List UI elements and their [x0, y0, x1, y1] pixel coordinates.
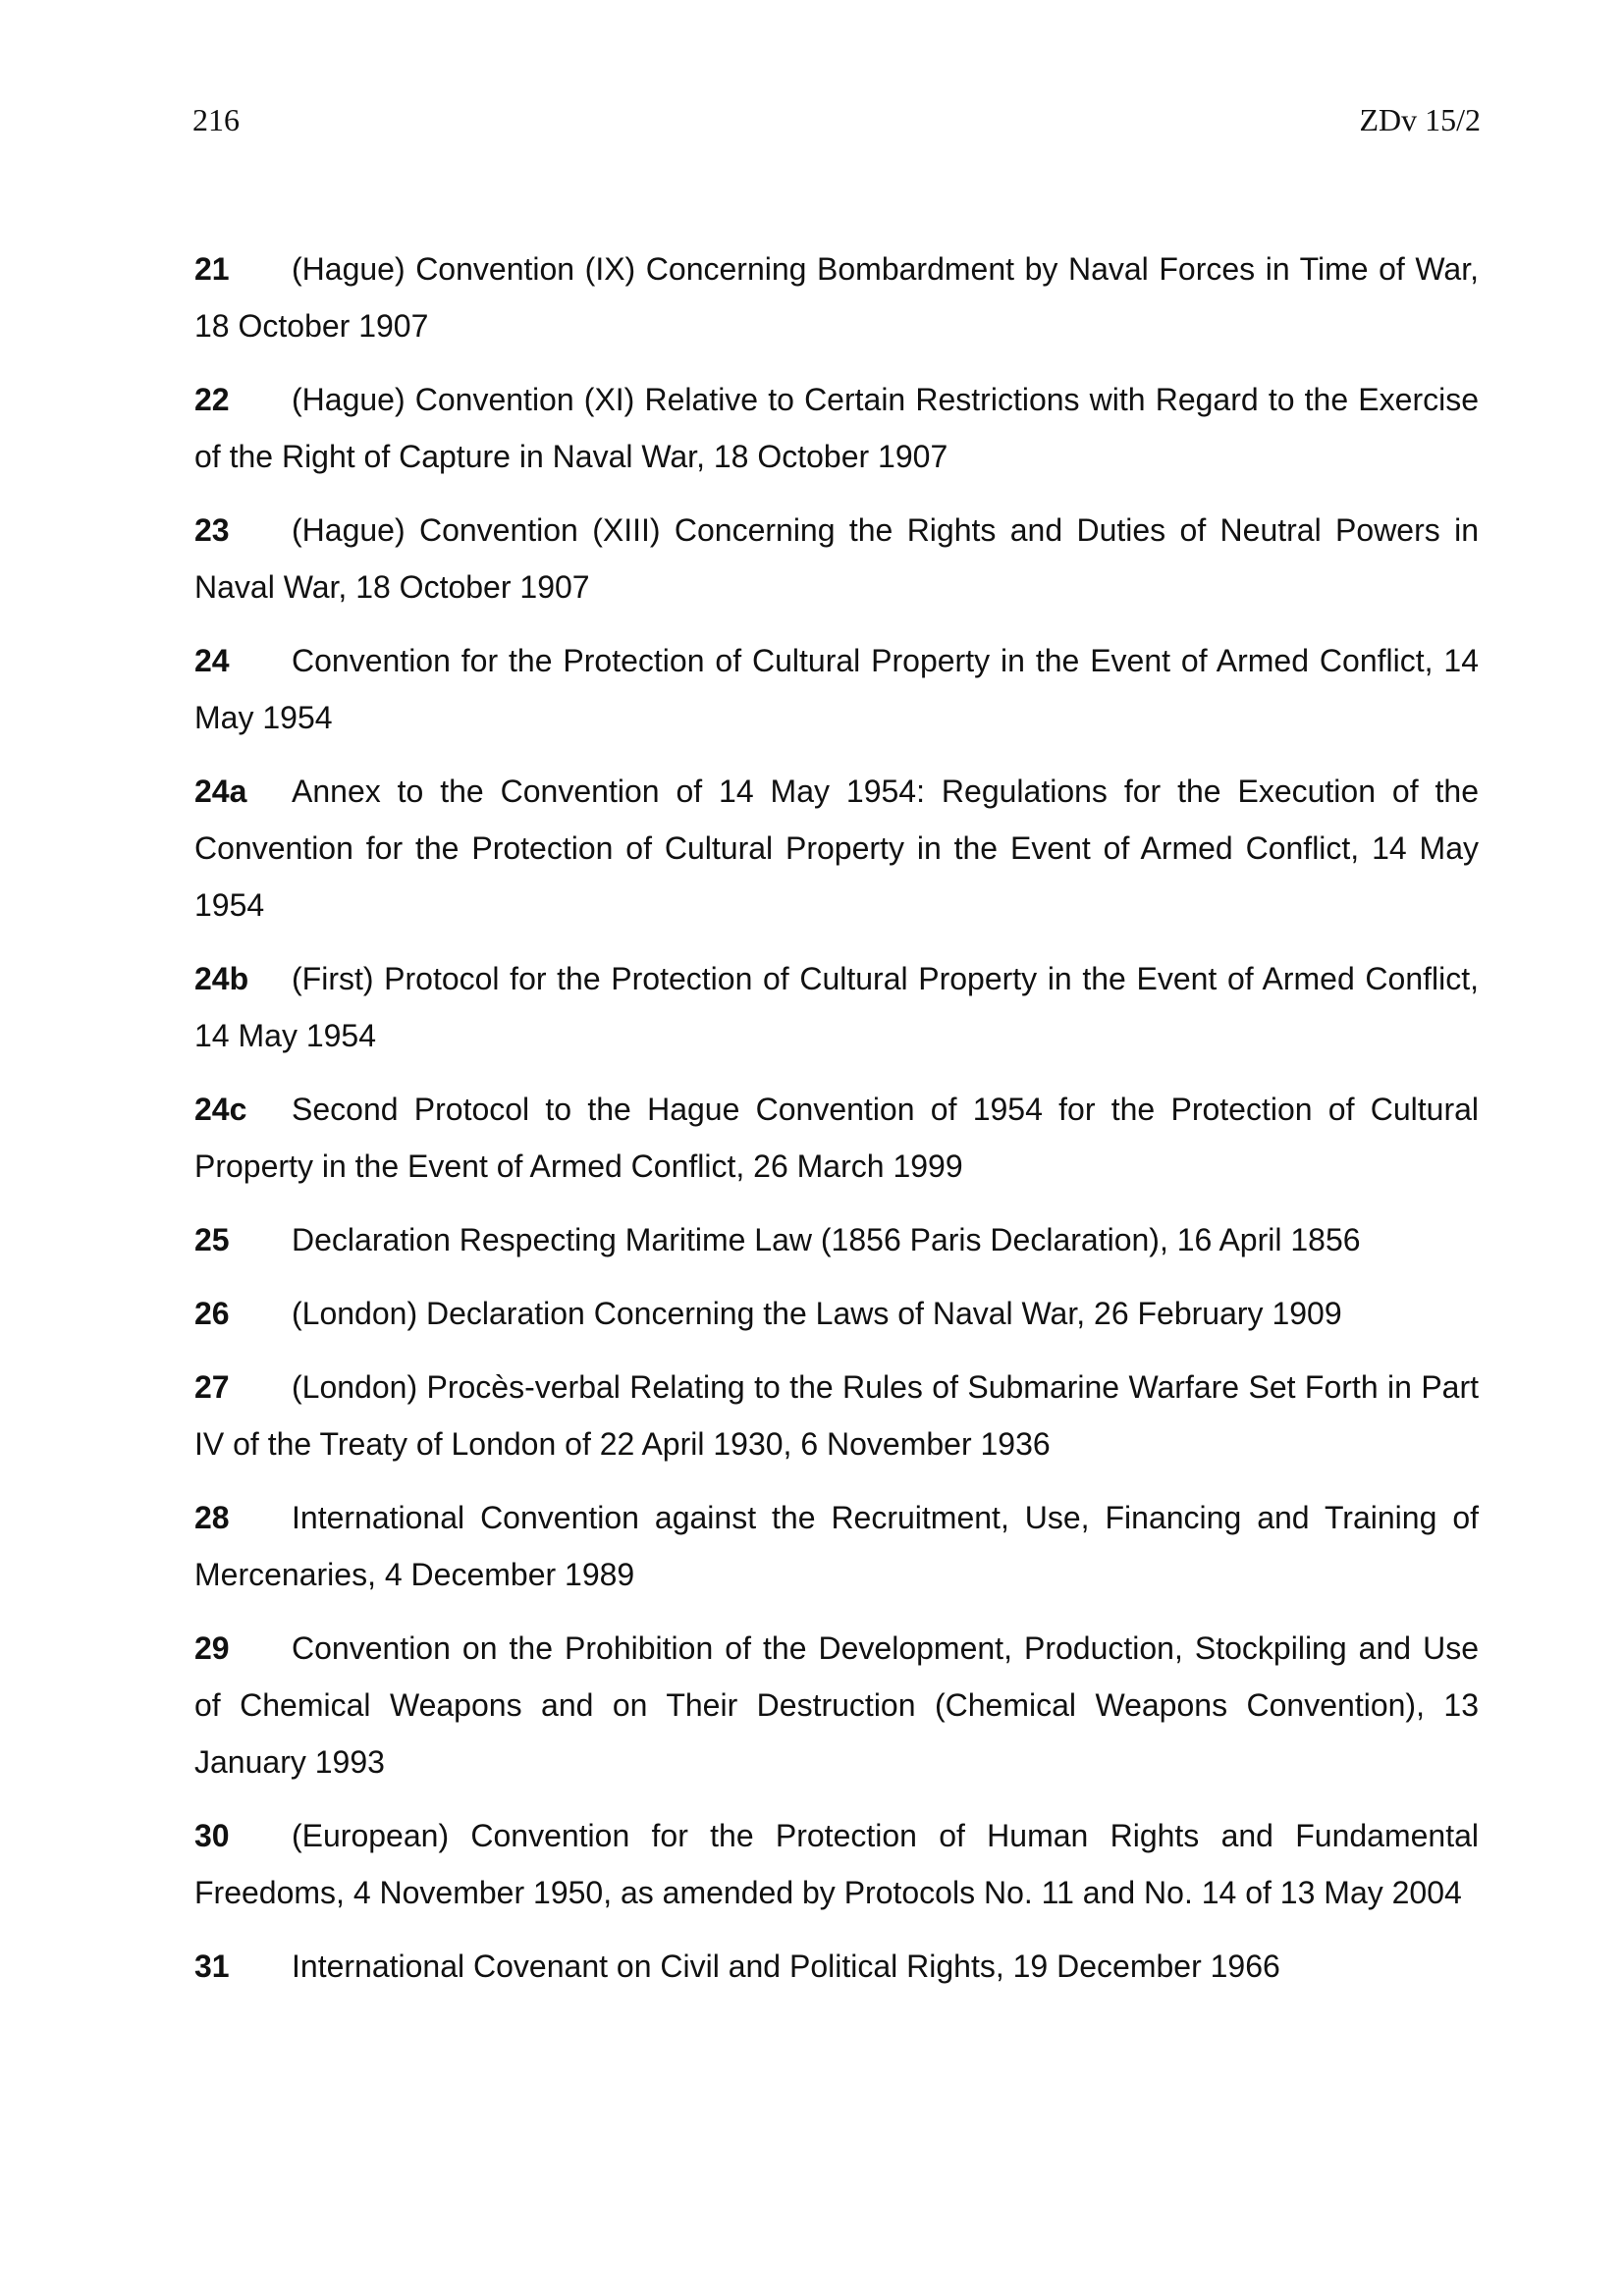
entry-text: Convention on the Prohibition of the Development, Production, Stockpiling and Use of Chemical Weapons and on Their Destruction (Chemical Weapons Convention), 13 January 1993: [194, 1630, 1479, 1780]
entry-number: 24c: [194, 1092, 247, 1127]
entry-number: 22: [194, 382, 230, 417]
entry-text: (First) Protocol for the Protection of Cultural Property in the Event of Armed Conflict, 14 May 1954: [194, 961, 1479, 1053]
list-item: [194, 502, 1479, 615]
list-item: [194, 1938, 1479, 1995]
entry-number: 23: [194, 512, 230, 548]
entry-text: (London) Declaration Concerning the Laws of Naval War, 26 February 1909: [292, 1296, 1342, 1331]
list-item: [194, 1620, 1479, 1790]
entry-text: Convention for the Protection of Cultural Property in the Event of Armed Conflict, 14 May 1954: [194, 643, 1479, 735]
entry-number: 30: [194, 1818, 230, 1853]
list-item: [194, 371, 1479, 485]
entry-number: 29: [194, 1630, 230, 1666]
treaty-list: [194, 240, 1479, 2011]
entry-text: (Hague) Convention (IX) Concerning Bombardment by Naval Forces in Time of War, 18 October 1907: [194, 251, 1479, 344]
entry-number: 31: [194, 1949, 230, 1984]
entry-number: 24a: [194, 774, 247, 809]
list-item: [194, 1807, 1479, 1921]
entry-text: International Convention against the Recruitment, Use, Financing and Training of Mercenaries, 4 December 1989: [194, 1500, 1479, 1592]
page-header: [192, 98, 1481, 141]
entry-text: (London) Procès-verbal Relating to the Rules of Submarine Warfare Set Forth in Part IV of the Treaty of London of 22 April 1930, 6 November 1936: [194, 1369, 1479, 1462]
entry-text: Second Protocol to the Hague Convention of 1954 for the Protection of Cultural Property in the Event of Armed Conflict, 26 March 1999: [194, 1092, 1479, 1184]
entry-text: (Hague) Convention (XI) Relative to Certain Restrictions with Regard to the Exercise of the Right of Capture in Naval War, 18 October 1907: [194, 382, 1479, 474]
list-item: [194, 1081, 1479, 1195]
document-code: ZDv 15/2: [1359, 102, 1481, 137]
list-item: [194, 1285, 1479, 1342]
entry-number: 28: [194, 1500, 230, 1535]
entry-text: Annex to the Convention of 14 May 1954: Regulations for the Execution of the Convention for the Protection of Cultural Property in the Event of Armed Conflict, 14 May 1954: [194, 774, 1479, 923]
entry-number: 24b: [194, 961, 249, 996]
list-item: [194, 763, 1479, 934]
page-number: 216: [192, 102, 240, 137]
list-item: [194, 240, 1479, 354]
entry-number: 26: [194, 1296, 230, 1331]
entry-number: 25: [194, 1222, 230, 1257]
list-item: [194, 1489, 1479, 1603]
list-item: [194, 950, 1479, 1064]
entry-text: (European) Convention for the Protection of Human Rights and Fundamental Freedoms, 4 November 1950, as amended by Protocols No. 11 and No. 14 of 13 May 2004: [194, 1818, 1479, 1910]
entry-number: 24: [194, 643, 230, 678]
entry-text: Declaration Respecting Maritime Law (1856 Paris Declaration), 16 April 1856: [292, 1222, 1361, 1257]
list-item: [194, 1211, 1479, 1268]
entry-text: (Hague) Convention (XIII) Concerning the Rights and Duties of Neutral Powers in Naval War, 18 October 1907: [194, 512, 1479, 605]
entry-text: International Covenant on Civil and Political Rights, 19 December 1966: [292, 1949, 1280, 1984]
list-item: [194, 632, 1479, 746]
list-item: [194, 1359, 1479, 1472]
entry-number: 27: [194, 1369, 230, 1405]
entry-number: 21: [194, 251, 230, 287]
